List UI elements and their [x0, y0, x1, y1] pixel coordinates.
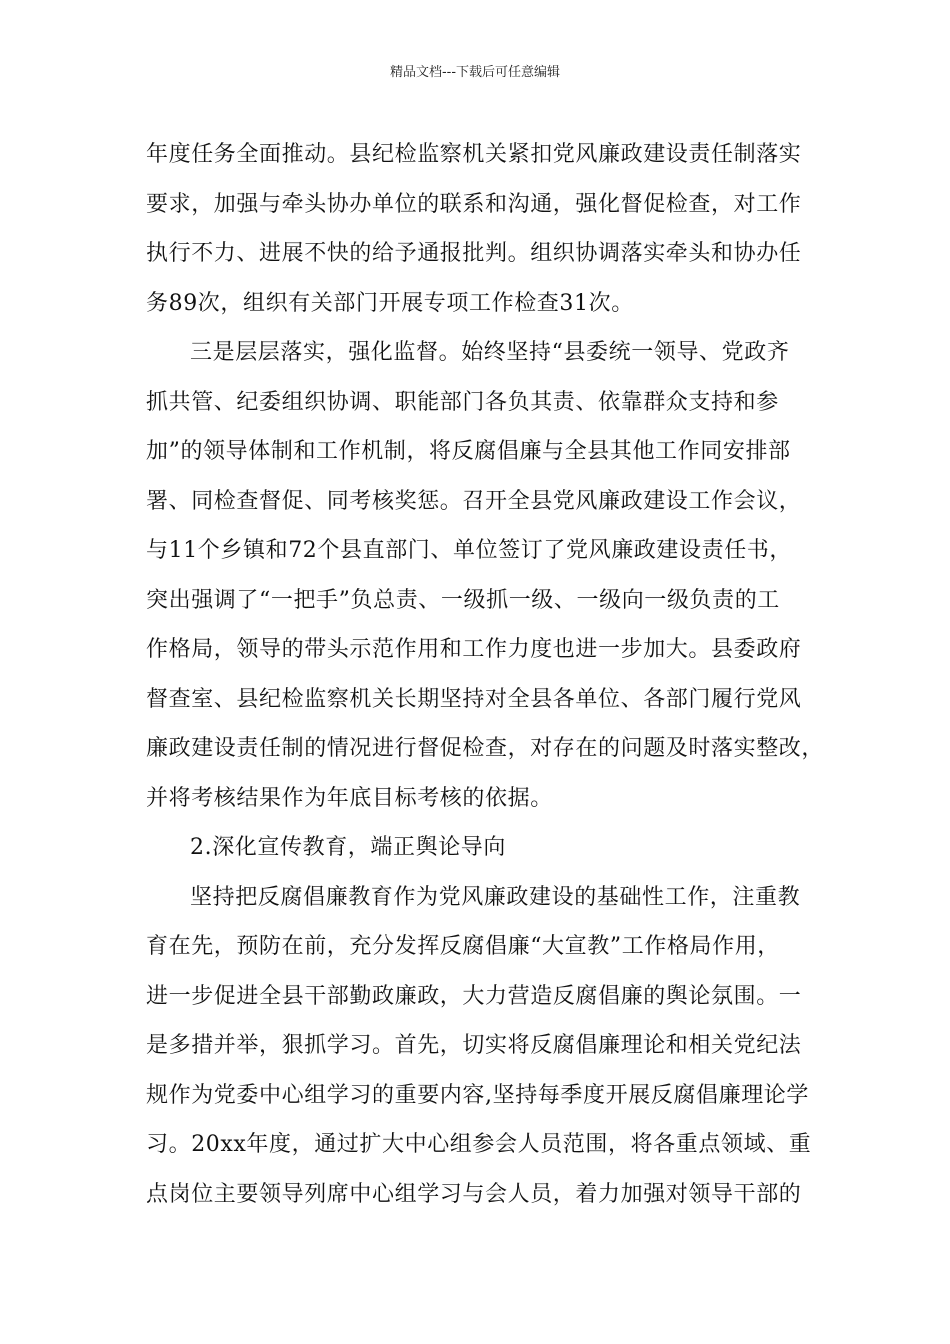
- text-line: 与11个乡镇和72个县直部门、单位签订了党风廉政建设责任书，: [146, 538, 792, 563]
- text-line: 年度任务全面推动。县纪检监察机关紧扣党风廉政建设责任制落实: [146, 142, 802, 167]
- text-line: 育在先，预防在前，充分发挥反腐倡廉“大宣教”工作格局作用，: [146, 934, 780, 959]
- document-body: [146, 130, 826, 1219]
- text-line: 习。20xx年度，通过扩大中心组参会人员范围，将各重点领域、重: [146, 1132, 812, 1157]
- text-line: 署、同检查督促、同考核奖惩。召开全县党风廉政建设工作会议，: [146, 488, 802, 514]
- text-line: 督查室、县纪检监察机关长期坚持对全县各单位、各部门履行党风: [146, 686, 802, 712]
- paragraph-start-line: 坚持把反腐倡廉教育作为党风廉政建设的基础性工作，注重教: [190, 884, 801, 910]
- text-line: 务89次，组织有关部门开展专项工作检查31次。: [146, 290, 634, 316]
- section-heading: 2.深化宣传教育，端正舆论导向: [190, 835, 506, 860]
- text-line: 抓共管、纪委组织协调、职能部门各负其责、依靠群众支持和参: [146, 389, 779, 415]
- text-line: 要求，加强与牵头协办单位的联系和沟通，强化督促检查，对工作: [146, 191, 802, 217]
- text-line: 进一步促进全县干部勤政廉政，大力营造反腐倡廉的舆论氛围。一: [146, 983, 802, 1009]
- text-line: 并将考核结果作为年底目标考核的依据。: [146, 785, 553, 811]
- text-line: 廉政建设责任制的情况进行督促检查，对存在的问题及时落实整改，: [146, 736, 825, 761]
- text-line: 点岗位主要领导列席中心组学习与会人员，着力加强对领导干部的: [146, 1181, 802, 1207]
- text-line: 执行不力、进展不快的给予通报批判。组织协调落实牵头和协办任: [146, 241, 802, 266]
- text-line: 规作为党委中心组学习的重要内容,坚持每季度开展反腐倡廉理论学: [146, 1082, 809, 1108]
- page-header: 精品文档---下载后可任意编辑: [389, 65, 561, 80]
- text-line: 作格局，领导的带头示范作用和工作力度也进一步加大。县委政府: [146, 637, 802, 662]
- text-line: 突出强调了“一把手”负总责、一级抓一级、一级向一级负责的工: [146, 587, 780, 613]
- text-line: 是多措并举，狠抓学习。首先，切实将反腐倡廉理论和相关党纪法: [146, 1033, 802, 1058]
- text-line: 加”的领导体制和工作机制，将反腐倡廉与全县其他工作同安排部: [146, 439, 791, 464]
- paragraph-start-line: 三是层层落实，强化监督。始终坚持“县委统一领导、党政齐: [190, 340, 790, 365]
